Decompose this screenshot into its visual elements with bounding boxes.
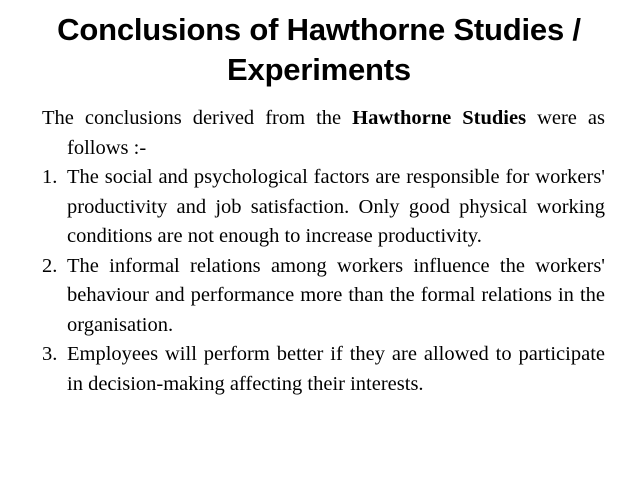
list-item <box>42 340 605 399</box>
list-item-number: 2. <box>42 254 58 277</box>
intro-text-end: were as follows :- <box>67 107 605 159</box>
intro-text-start: The conclusions derived from the <box>42 107 353 129</box>
list-item-text: The informal relations among workers influence the workers' behaviour and performance more than the formal relations in the organisation. <box>67 254 605 336</box>
list-item-number: 1. <box>42 166 58 188</box>
list-item-number: 3. <box>42 343 58 365</box>
slide-body <box>42 104 605 399</box>
intro-paragraph <box>42 104 605 163</box>
list-item-text: Employees will perform better if they are allowed to participate in decision-making affecting their interests. <box>67 343 605 395</box>
list-item <box>42 163 605 252</box>
slide-title: Conclusions of Hawthorne Studies / Experiments <box>57 12 581 87</box>
conclusions-list <box>42 163 605 399</box>
list-item <box>42 252 605 341</box>
intro-bold-term: Hawthorne Studies <box>352 107 527 129</box>
list-item-text: The social and psychological factors are responsible for workers' productivity and job satisfaction. Only good physical working conditions are not enough to increase productivity. <box>67 166 605 247</box>
